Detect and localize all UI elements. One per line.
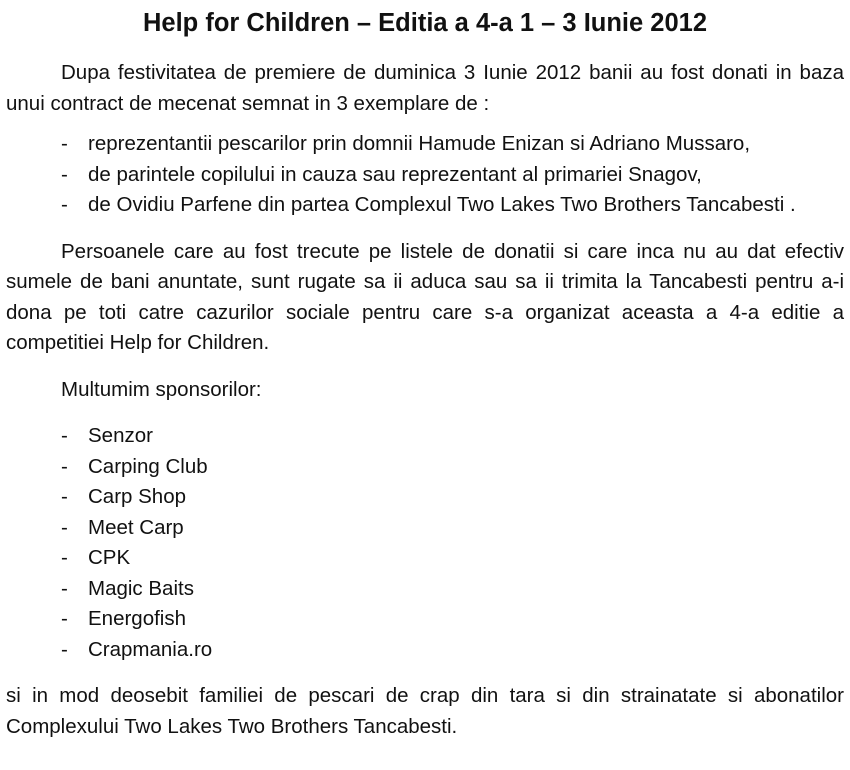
sponsor-name: Meet Carp [88, 515, 184, 539]
signer-text: reprezentantii pescarilor prin domnii Hamude Enizan si Adriano Mussaro, [88, 132, 751, 155]
sponsor-name: Magic Baits [88, 576, 194, 600]
list-item [6, 574, 844, 605]
sponsor-name: Crapmania.ro [88, 637, 213, 661]
list-item [6, 160, 844, 191]
sponsors-list [6, 421, 844, 665]
list-item [6, 482, 844, 513]
document-title: Help for Children – Editia a 4-a 1 – 3 Iunie 2012 [142, 9, 708, 37]
sponsor-name: Carp Shop [88, 485, 187, 508]
list-item [6, 129, 844, 160]
signer-text: de parintele copilului in cauza sau reprezentant al primariei Snagov, [88, 162, 702, 186]
list-item [6, 421, 844, 452]
list-dash: - [61, 193, 68, 216]
list-dash: - [61, 607, 68, 630]
list-item [6, 190, 844, 221]
signer-text: de Ovidiu Parfene din partea Complexul Two Lakes Two Brothers Tancabesti . [88, 193, 796, 216]
sponsor-name: Senzor [88, 424, 153, 447]
list-dash: - [61, 162, 68, 186]
list-item [6, 604, 844, 635]
list-dash: - [61, 637, 68, 661]
list-dash: - [61, 485, 68, 508]
intro-paragraph: Dupa festivitatea de premiere de duminica 3 Iunie 2012 banii au fost donati in baza unui contract de mecenat semnat in 3 exemplare de : [6, 61, 844, 115]
list-dash: - [61, 576, 68, 600]
list-dash: - [61, 132, 68, 155]
list-item [6, 452, 844, 483]
sponsors-heading: Multumim sponsorilor: [61, 377, 262, 401]
list-dash: - [61, 424, 68, 447]
list-dash: - [61, 546, 68, 569]
list-dash: - [61, 454, 68, 478]
closing-paragraph: si in mod deosebit familiei de pescari de crap din tara si din strainatate si abonatilor Complexului Two Lakes Two Brothers Tancabesti. [6, 684, 844, 738]
sponsor-name: CPK [88, 546, 131, 569]
sponsor-name: Carping Club [88, 454, 208, 478]
list-item [6, 513, 844, 544]
list-dash: - [61, 515, 68, 539]
signers-list [6, 129, 844, 221]
list-item [6, 543, 844, 574]
donors-paragraph: Persoanele care au fost trecute pe listele de donatii si care inca nu au dat efectiv sumele de bani anuntate, sunt rugate sa ii aduca sau sa ii trimita la Tancabesti pentru a-i dona pe toti catre cazurilor sociale pentru care s-a organizat aceasta a 4-a editie a competitiei Help for Children. [6, 239, 844, 354]
sponsor-name: Energofish [88, 607, 187, 630]
list-item [6, 635, 844, 666]
